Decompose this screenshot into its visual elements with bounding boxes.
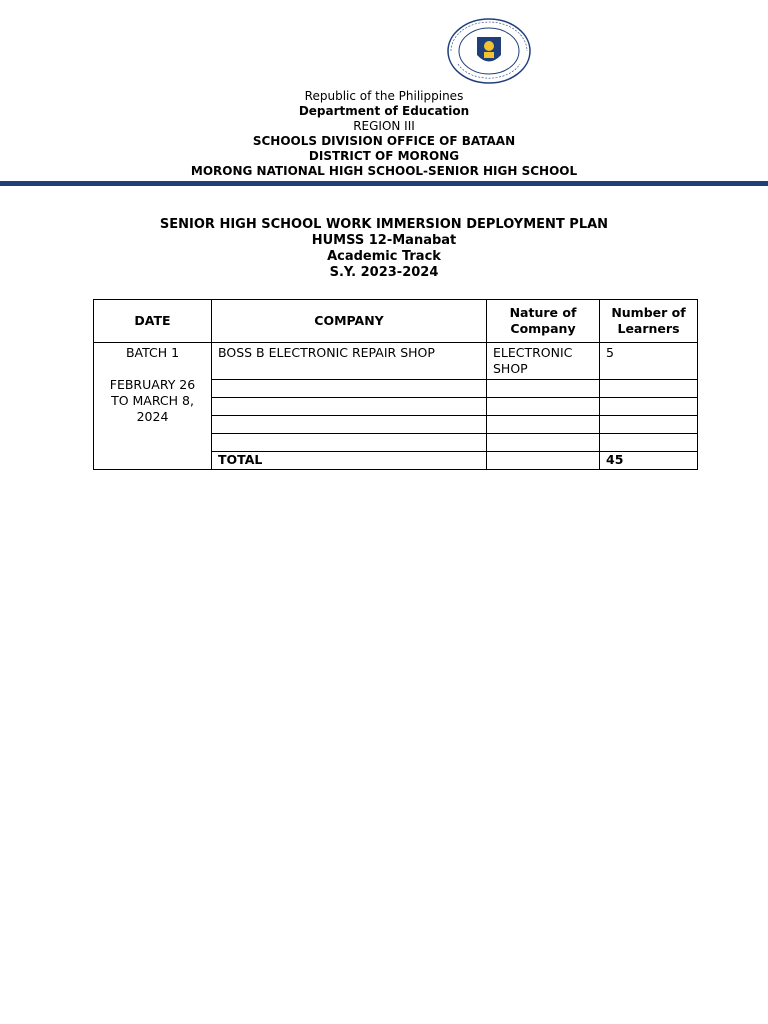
- title-line-2: HUMSS 12-Manabat: [311, 233, 457, 248]
- title-line-1: SENIOR HIGH SCHOOL WORK IMMERSION DEPLOYMENT PLAN: [159, 217, 609, 232]
- document-title: [0, 217, 768, 281]
- header-learners: [600, 300, 698, 343]
- date-range-line-3: 2024: [136, 409, 169, 424]
- nature-cell: [487, 343, 600, 380]
- header-learners-line-1: Number of: [611, 305, 686, 320]
- date-cell: [94, 343, 212, 470]
- table-header-row: [94, 300, 698, 343]
- header-company: COMPANY: [212, 300, 487, 343]
- deployment-table: [93, 299, 698, 470]
- header-nature-line-1: Nature of: [509, 305, 577, 320]
- department-line: Department of Education: [298, 104, 470, 118]
- total-nature-empty: [487, 452, 600, 470]
- district-line: DISTRICT OF MORONG: [308, 149, 460, 163]
- company-cell: BOSS B ELECTRONIC REPAIR SHOP: [212, 343, 487, 380]
- region-line: REGION III: [353, 119, 415, 133]
- header-learners-line-2: Learners: [617, 321, 680, 336]
- nature-line-1: ELECTRONIC: [493, 345, 573, 360]
- total-label: TOTAL: [212, 452, 487, 470]
- nature-line-2: SHOP: [493, 361, 528, 376]
- learners-cell: 5: [600, 343, 698, 380]
- date-range-line-1: FEBRUARY 26: [109, 377, 196, 392]
- school-line: MORONG NATIONAL HIGH SCHOOL-SENIOR HIGH SCHOOL: [190, 164, 578, 178]
- header-divider: [0, 181, 768, 186]
- batch-label: BATCH 1: [125, 345, 180, 360]
- header-nature-line-2: Company: [510, 321, 576, 336]
- division-line: SCHOOLS DIVISION OFFICE OF BATAAN: [252, 134, 516, 148]
- title-line-3: Academic Track: [327, 249, 441, 264]
- letterhead: [0, 89, 768, 179]
- total-value: 45: [600, 452, 698, 470]
- header-nature: [487, 300, 600, 343]
- date-range-line-2: TO MARCH 8,: [111, 393, 194, 408]
- title-line-4: S.Y. 2023-2024: [329, 265, 439, 280]
- header-date: DATE: [94, 300, 212, 343]
- deped-seal-logo: [446, 18, 532, 84]
- republic-line: Republic of the Philippines: [304, 89, 464, 103]
- table-row: [94, 343, 698, 380]
